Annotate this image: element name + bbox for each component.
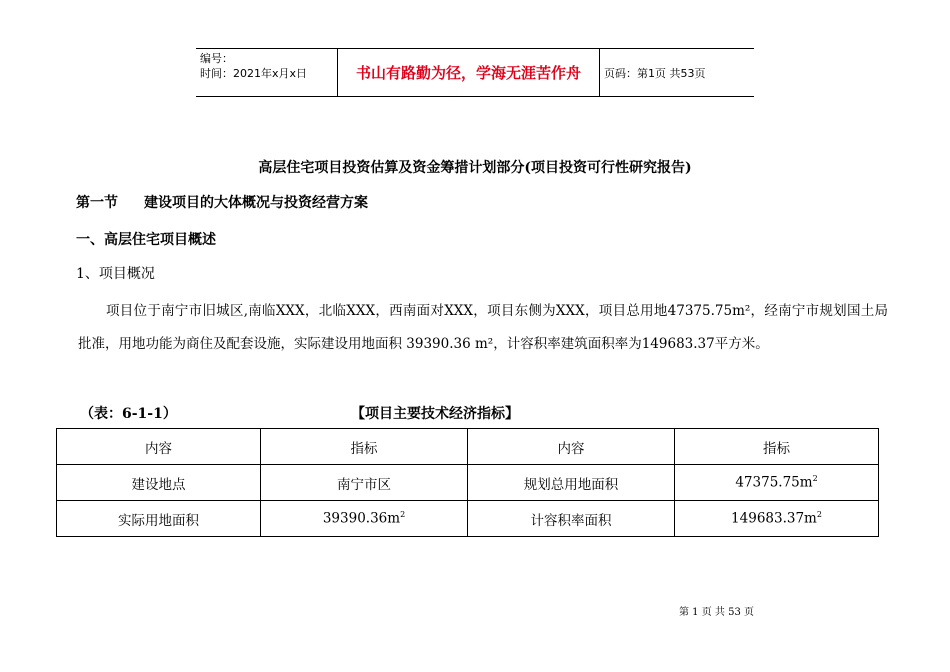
document-title: 高层住宅项目投资估算及资金筹措计划部分(项目投资可行性研究报告) — [258, 160, 692, 176]
section-title: 建设项目的大体概况与投资经营方案 — [144, 195, 368, 211]
header-cell: 指标 — [261, 429, 468, 465]
date-label: 时间：2021年x月x日 — [200, 67, 308, 80]
section-heading — [76, 192, 368, 212]
table-cell: 计容积率面积 — [468, 501, 675, 537]
cell-value: 149683.37m — [731, 510, 817, 527]
section-number: 第一节 — [76, 195, 118, 211]
header-meta — [196, 49, 338, 97]
unit-superscript: 2 — [812, 474, 818, 484]
header-cell: 指标 — [675, 429, 879, 465]
header-cell: 内容 — [57, 429, 261, 465]
table-caption: 【项目主要技术经济指标】 — [351, 406, 519, 422]
page-header — [196, 48, 754, 97]
cell-value: 39390.36m — [322, 510, 401, 527]
number-label: 编号： — [200, 52, 233, 65]
table-cell: 实际用地面积 — [57, 501, 261, 537]
page-footer: 第 1 页 共 53 页 — [679, 607, 754, 618]
table-cell — [675, 465, 879, 501]
table-cell — [261, 501, 468, 537]
table-cell: 规划总用地面积 — [468, 465, 675, 501]
table-cell: 建设地点 — [57, 465, 261, 501]
motto: 书山有路勤为径，学海无涯苦作舟 — [338, 49, 600, 97]
table-cell — [675, 501, 879, 537]
subsection-heading: 一、高层住宅项目概述 — [76, 232, 216, 248]
unit-superscript: 2 — [400, 510, 406, 520]
table-row — [57, 465, 879, 501]
indicators-table — [56, 428, 879, 537]
table-cell: 南宁市区 — [261, 465, 468, 501]
table-header-row — [57, 429, 879, 465]
header-cell: 内容 — [468, 429, 675, 465]
item-heading: 1、项目概况 — [76, 266, 155, 282]
unit-superscript: 2 — [816, 510, 822, 520]
table-reference: （表：6-1-1） — [80, 406, 177, 422]
page-label: 页码：第1页 共53页 — [600, 49, 755, 97]
table-row — [57, 501, 879, 537]
cell-value: 47375.75m — [735, 474, 813, 491]
overview-paragraph: 项目位于南宁市旧城区,南临XXX，北临XXX，西南面对XXX，项目东侧为XXX，项目总用地47375.75m²，经南宁市规划国土局批准，用地功能为商住及配套设施，实际建设用地面积 39390.36 m²，计容积率建筑面积率为149683.37平方米。 — [78, 303, 888, 352]
